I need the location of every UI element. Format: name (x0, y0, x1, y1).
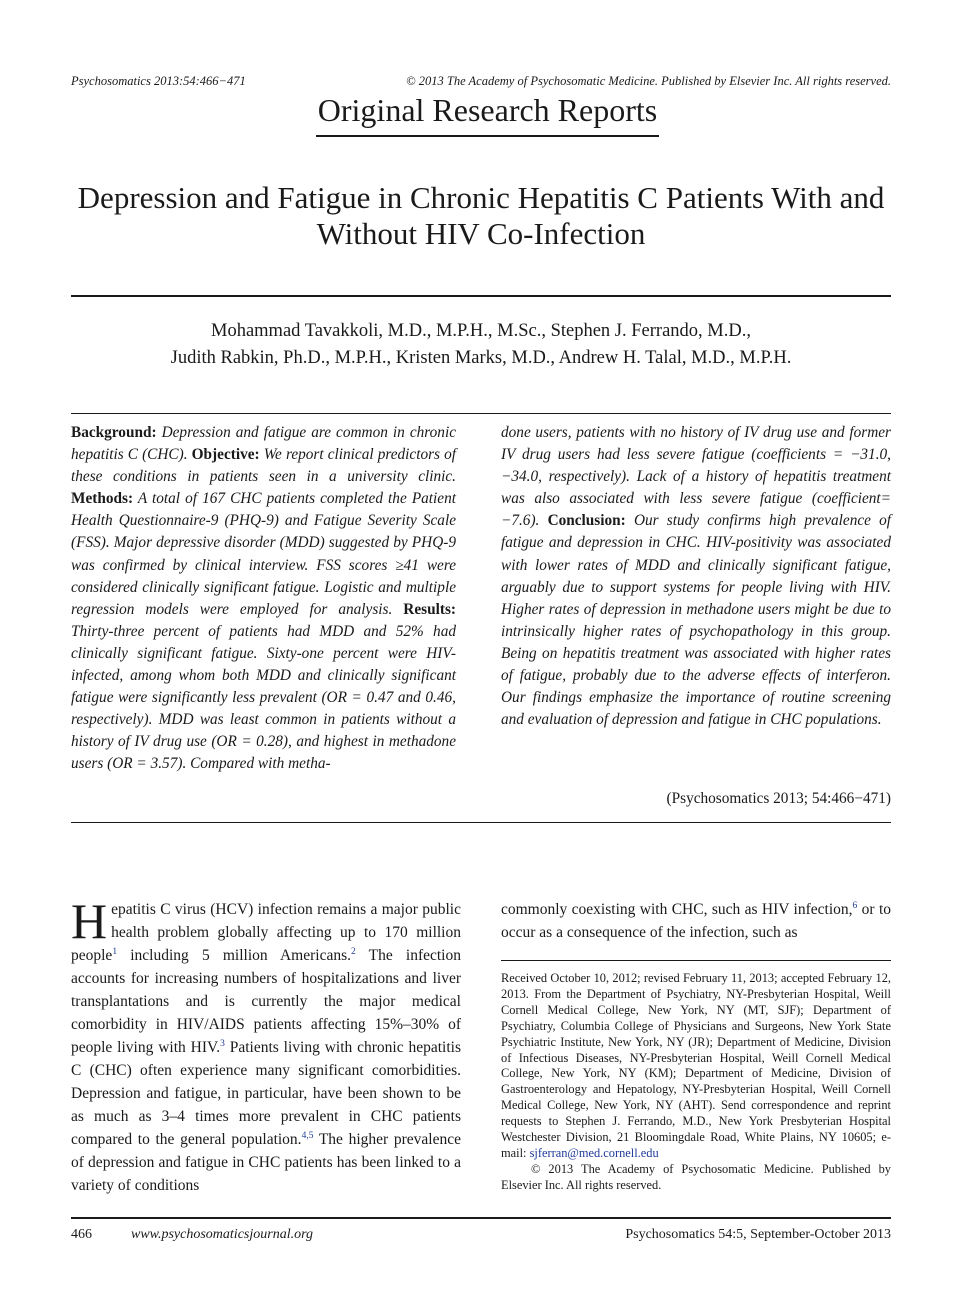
results-text-part1: Thirty-three percent of patients had MDD and 52% had clinically significant fatigue. Sixty-one percent were HIV-infected, among whom both MDD and clinically significant fatigue were significantly less prevalent (OR = 0.47 and 0.46, respectively). MDD was least common in patients without a history of IV drug use (OR = 0.28), and highest in methadone users (OR = 3.57). Compared with metha- (71, 622, 456, 773)
article-title: Depression and Fatigue in Chronic Hepatitis C Patients With and Without HIV Co-Infection (77, 180, 885, 251)
conclusion-label: Conclusion: (547, 512, 626, 530)
footer-rule (71, 1217, 891, 1219)
author-line-1: Mohammad Tavakkoli, M.D., M.P.H., M.Sc., Stephen J. Ferrando, M.D., (211, 321, 751, 341)
reference-link-4-5[interactable]: 4,5 (301, 1130, 314, 1141)
results-label: Results: (403, 600, 456, 618)
abstract-column-right (501, 422, 891, 731)
body-text-3: The infection accounts for increasing numbers of hospitalizations and liver transplantations and is currently the major medical comorbidity in HIV/AIDS patients affecting 15%–30% of people living with HIV. (71, 947, 461, 1056)
header-copyright: © 2013 The Academy of Psychosomatic Medicine. Published by Elsevier Inc. All rights reserved. (406, 74, 891, 88)
background-label: Background: (71, 424, 157, 441)
body-column-left (71, 893, 461, 1197)
body-text-4: Patients living with chronic hepatitis C (CHC) often experience many significant comorbidities. Depression and fatigue, in particular, have been shown to be as much as 3–4 times more prevalent in CHC patients compared to the general population. (71, 1039, 461, 1148)
author-line-2: Judith Rabkin, Ph.D., M.P.H., Kristen Marks, M.D., Andrew H. Talal, M.D., M.P.H. (170, 348, 792, 368)
body-text-1: epatitis C virus (HCV) infection remains a major public health problem globally affecting up to 170 million people (71, 901, 461, 964)
journal-issue: Psychosomatics 54:5, September-October 2013 (625, 1227, 891, 1242)
page-number: 466 (71, 1227, 92, 1242)
abstract-citation: (Psychosomatics 2013; 54:466−471) (666, 790, 891, 807)
footnote-copyright: © 2013 The Academy of Psychosomatic Medicine. Published by Elsevier Inc. All rights reserved. (501, 1161, 891, 1192)
corresponding-email-link[interactable]: sjferran@med.cornell.edu (529, 1145, 659, 1160)
footnote-text: Received October 10, 2012; revised February 11, 2013; accepted February 12, 2013. From the Department of Psychiatry, NY-Presbyterian Hospital, Weill Cornell Medical College, New York, NY (MT, SJF); Department of Psychiatry, Columbia College of Physicians and Surgeons, New York State Psychiatric Institute, New York, NY (JR); Department of Medicine, Division of Infectious Diseases, NY-Presbyterian Hospital, Weill Cornell Medical College, New York, NY (KM); Department of Medicine, Division of Gastroenterology and Hepatology, NY-Presbyterian Hospital, Weill Cornell Medical College, New York, NY (AHT). Send correspondence and reprint requests to Stephen J. Ferrando, M.D., New York Presbyterian Hospital Westchester Division, 21 Bloomingdale Road, White Plains, NY 10605; e-mail: (501, 971, 891, 1160)
abstract-top-rule (71, 413, 891, 414)
reference-link-1[interactable]: 1 (112, 946, 118, 957)
objective-text: We report clinical predictors of these conditions in patients seen in a university clinic. (71, 446, 457, 486)
methods-label: Methods: (71, 490, 134, 508)
abstract-bottom-rule (71, 822, 891, 823)
reference-link-6[interactable]: 6 (852, 900, 858, 911)
journal-website-link[interactable]: www.psychosomaticsjournal.org (131, 1227, 314, 1242)
body-text-2: including 5 million Americans. (117, 947, 351, 964)
drop-cap: H (71, 893, 108, 949)
abstract-column-left (71, 422, 456, 776)
article-footnote (501, 971, 891, 1194)
background-text: Depression and fatigue are common in chronic hepatitis C (CHC). (71, 424, 456, 464)
results-text-part2: done users, patients with no history of IV drug use and former IV drug users had less severe fatigue (coefficients = −31.0, −34.0, respectively). Lack of a history of hepatitis treatment was also associated with less severe fatigue (coefficient= −7.6). (501, 424, 891, 530)
title-rule (71, 295, 891, 297)
body-text-6: commonly coexisting with CHC, such as HIV infection, (501, 901, 853, 918)
author-list (71, 318, 891, 372)
reference-link-3[interactable]: 3 (220, 1038, 225, 1049)
journal-reference: Psychosomatics 2013:54:466−471 (71, 74, 246, 88)
methods-text: A total of 167 CHC patients completed the Patient Health Questionnaire-9 (PHQ-9) and Fatigue Severity Scale (FSS). Major depressive disorder (MDD) suggested by PHQ-9 was confirmed by clinical interview. FSS scores ≥41 were considered clinically significant fatigue. Logistic and multiple regression models were employed for analysis. (71, 490, 456, 618)
body-text-5: The higher prevalence of depression and fatigue in CHC patients has been linked to a variety of conditions (71, 1131, 461, 1194)
section-title: Original Research Reports (316, 92, 659, 137)
objective-label: Objective: (191, 446, 260, 464)
conclusion-text: Our study confirms high prevalence of fatigue and depression in CHC. HIV-positivity was associated with lower rates of MDD and clinically significant fatigue, arguably due to support systems for people living with HIV. Higher rates of depression in methadone users might be due to intrinsically higher rates of psychopathology in this group. Being on hepatitis treatment was associated with higher rates of fatigue, probably due to the adverse effects of interferon. Our findings emphasize the importance of routine screening and evaluation of depression and fatigue in CHC populations. (501, 512, 892, 729)
reference-link-2[interactable]: 2 (350, 946, 356, 957)
body-text-7: or to occur as a consequence of the infection, such as (501, 901, 892, 941)
footnote-rule (501, 960, 891, 961)
body-column-right (501, 898, 891, 944)
section-heading (0, 92, 975, 137)
